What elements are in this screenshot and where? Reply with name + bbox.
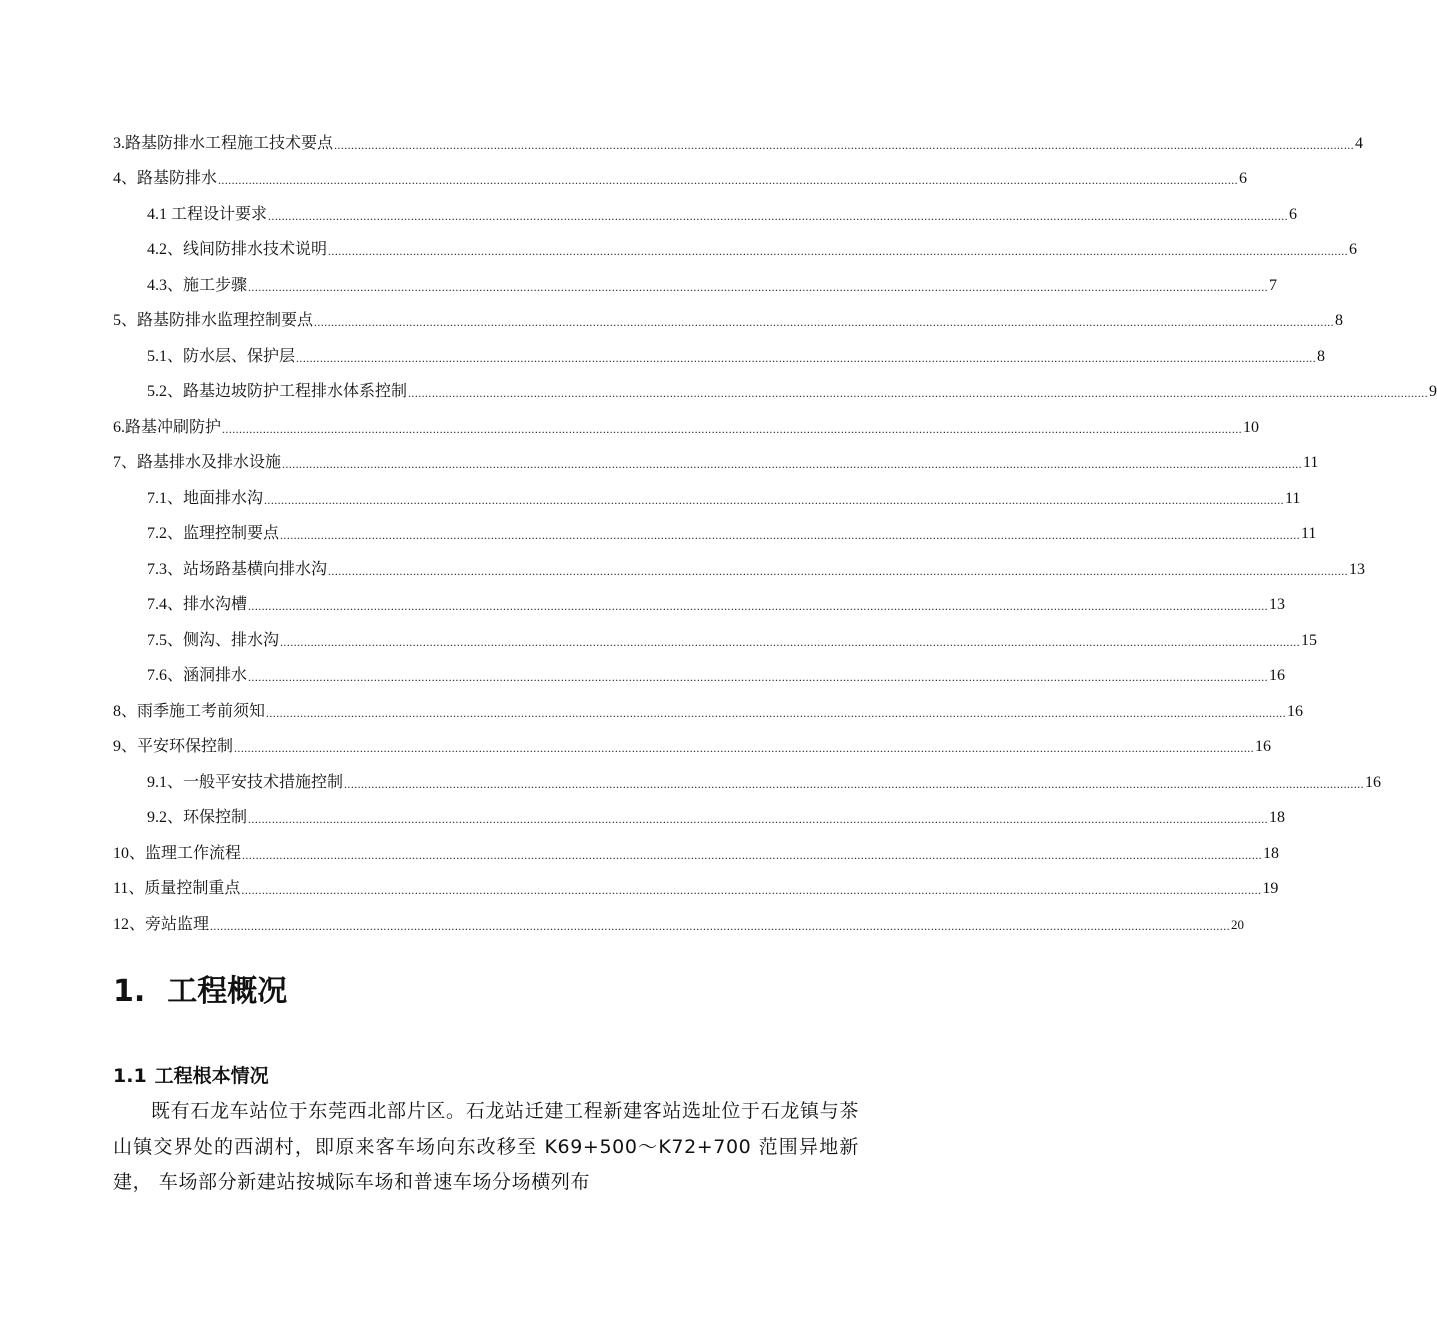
toc-leader-dots: ............................................................................................................................................................................................................................................................................................................	[234, 741, 1255, 755]
toc-entry-title: 9、平安环保控制	[113, 738, 234, 755]
toc-page-number: 4	[1355, 134, 1364, 152]
toc-entry[interactable]	[113, 686, 1304, 722]
toc-entry[interactable]	[113, 544, 1366, 580]
toc-entry-title: 7.4、排水沟槽	[147, 596, 248, 613]
toc-page-number: 16	[1287, 702, 1304, 720]
toc-entry[interactable]	[113, 225, 1358, 261]
toc-page-number: 13	[1349, 560, 1366, 578]
toc-entry-title: 12、旁站监理	[113, 915, 210, 933]
toc-entry-title: 7.3、站场路基横向排水沟	[147, 560, 328, 578]
toc-entry[interactable]	[113, 580, 1286, 616]
toc-page-number: 20	[1231, 916, 1245, 932]
toc-entry-title: 7.1、地面排水沟	[147, 489, 264, 507]
toc-entry-title: 5.1、防水层、保护层	[147, 347, 296, 365]
toc-entry-title: 4.2、线间防排水技术说明	[147, 241, 328, 258]
toc-entry[interactable]	[113, 864, 1279, 900]
toc-entry-title: 7.6、涵洞排水	[147, 667, 248, 684]
toc-entry[interactable]	[113, 651, 1286, 687]
toc-leader-dots: ............................................................................................................................................................................................................................................................................................................	[280, 634, 1301, 649]
toc-page-number: 6	[1239, 170, 1248, 187]
toc-leader-dots: ............................................................................................................................................................................................................................................................................................................	[248, 599, 1269, 613]
toc-entry-title: 4、路基防排水	[113, 170, 218, 187]
toc-page-number: 11	[1303, 454, 1319, 471]
toc-entry-title: 9.1、一般平安技术措施控制	[147, 773, 344, 791]
toc-leader-dots: ............................................................................................................................................................................................................................................................................................................	[296, 350, 1317, 365]
toc-page-number: 11	[1285, 489, 1301, 507]
toc-entry-title: 7、路基排水及排水设施	[113, 454, 282, 471]
toc-entry-title: 11、质量控制重点	[113, 880, 241, 897]
toc-leader-dots: ............................................................................................................................................................................................................................................................................................................	[328, 244, 1349, 258]
table-of-contents	[113, 118, 1437, 935]
toc-page-number: 16	[1269, 667, 1286, 684]
toc-page-number: 9	[1429, 383, 1437, 400]
toc-entry-title: 7.5、侧沟、排水沟	[147, 631, 280, 649]
toc-page-number: 18	[1269, 809, 1286, 826]
toc-leader-dots: ............................................................................................................................................................................................................................................................................................................	[210, 918, 1231, 933]
toc-entry[interactable]	[113, 154, 1248, 190]
toc-entry[interactable]	[113, 189, 1298, 225]
section-heading	[113, 970, 287, 1014]
toc-leader-dots: ............................................................................................................................................................................................................................................................................................................	[248, 670, 1269, 684]
toc-entry[interactable]	[113, 473, 1301, 509]
toc-leader-dots: ............................................................................................................................................................................................................................................................................................................	[314, 315, 1335, 329]
toc-entry[interactable]	[113, 402, 1260, 438]
toc-leader-dots: ............................................................................................................................................................................................................................................................................................................	[248, 279, 1269, 294]
toc-page-number: 19	[1262, 880, 1279, 897]
toc-entry[interactable]	[113, 296, 1344, 332]
toc-leader-dots: ............................................................................................................................................................................................................................................................................................................	[328, 563, 1349, 578]
subsection-number: 1.1	[113, 1065, 147, 1087]
toc-page-number: 7	[1269, 276, 1278, 294]
body-paragraph: 既有石龙车站位于东莞西北部片区。石龙站迁建工程新建客站选址位于石龙镇与茶山镇交界处的西湖村，即原来客车场向东改移至 K69+500～K72+700 范围异地新建， 车场部分新建站按城际车场和普速车场分场横列布	[113, 1100, 859, 1193]
toc-page-number: 8	[1335, 312, 1344, 329]
toc-entry-title: 3.路基防排水工程施工技术要点	[113, 134, 334, 152]
toc-page-number: 16	[1365, 773, 1382, 791]
toc-leader-dots: ............................................................................................................................................................................................................................................................................................................	[280, 528, 1301, 542]
toc-leader-dots: ............................................................................................................................................................................................................................................................................................................	[268, 208, 1289, 223]
toc-page-number: 6	[1289, 205, 1298, 223]
toc-page-number: 13	[1269, 596, 1286, 613]
toc-entry-title: 6.路基冲刷防护	[113, 418, 222, 436]
toc-entry-title: 5.2、路基边坡防护工程排水体系控制	[147, 383, 408, 400]
section-number: 1.	[113, 974, 146, 1009]
toc-entry[interactable]	[113, 899, 1245, 935]
subsection-heading	[113, 1060, 269, 1092]
toc-leader-dots: ............................................................................................................................................................................................................................................................................................................	[264, 492, 1285, 507]
toc-page-number: 15	[1301, 631, 1318, 649]
toc-entry[interactable]	[113, 331, 1326, 367]
toc-entry-title: 10、监理工作流程	[113, 844, 242, 862]
toc-page-number: 18	[1263, 844, 1280, 862]
toc-entry-title: 9.2、环保控制	[147, 809, 248, 826]
toc-leader-dots: ............................................................................................................................................................................................................................................................................................................	[344, 776, 1365, 791]
toc-entry[interactable]	[113, 438, 1319, 474]
toc-leader-dots: ............................................................................................................................................................................................................................................................................................................	[334, 137, 1355, 152]
toc-page-number: 6	[1349, 241, 1358, 258]
toc-page-number: 10	[1243, 418, 1260, 436]
toc-entry-title: 4.3、施工步骤	[147, 276, 248, 294]
toc-page-number: 8	[1317, 347, 1326, 365]
toc-leader-dots: ............................................................................................................................................................................................................................................................................................................	[408, 386, 1429, 400]
toc-entry[interactable]	[113, 260, 1278, 296]
toc-entry[interactable]	[113, 509, 1317, 545]
toc-leader-dots: ............................................................................................................................................................................................................................................................................................................	[241, 883, 1262, 897]
toc-leader-dots: ............................................................................................................................................................................................................................................................................................................	[248, 812, 1269, 826]
toc-entry[interactable]	[113, 828, 1280, 864]
toc-page-number: 11	[1301, 525, 1317, 542]
toc-entry[interactable]	[113, 367, 1437, 403]
section-title: 工程概况	[167, 974, 288, 1009]
toc-entry-title: 8、雨季施工考前须知	[113, 702, 266, 720]
toc-entry-title: 7.2、监理控制要点	[147, 525, 280, 542]
toc-leader-dots: ............................................................................................................................................................................................................................................................................................................	[218, 173, 1239, 187]
toc-entry[interactable]	[113, 722, 1272, 758]
toc-entry[interactable]	[113, 118, 1364, 154]
toc-leader-dots: ............................................................................................................................................................................................................................................................................................................	[222, 421, 1243, 436]
toc-entry[interactable]	[113, 793, 1286, 829]
toc-leader-dots: ............................................................................................................................................................................................................................................................................................................	[266, 705, 1287, 720]
toc-entry[interactable]	[113, 757, 1382, 793]
toc-leader-dots: ............................................................................................................................................................................................................................................................................................................	[282, 457, 1303, 471]
toc-page-number: 16	[1255, 738, 1272, 755]
toc-entry-title: 5、路基防排水监理控制要点	[113, 312, 314, 329]
toc-entry-title: 4.1 工程设计要求	[147, 205, 268, 223]
subsection-title: 工程根本情况	[154, 1065, 269, 1087]
toc-entry[interactable]	[113, 615, 1318, 651]
toc-leader-dots: ............................................................................................................................................................................................................................................................................................................	[242, 847, 1263, 862]
